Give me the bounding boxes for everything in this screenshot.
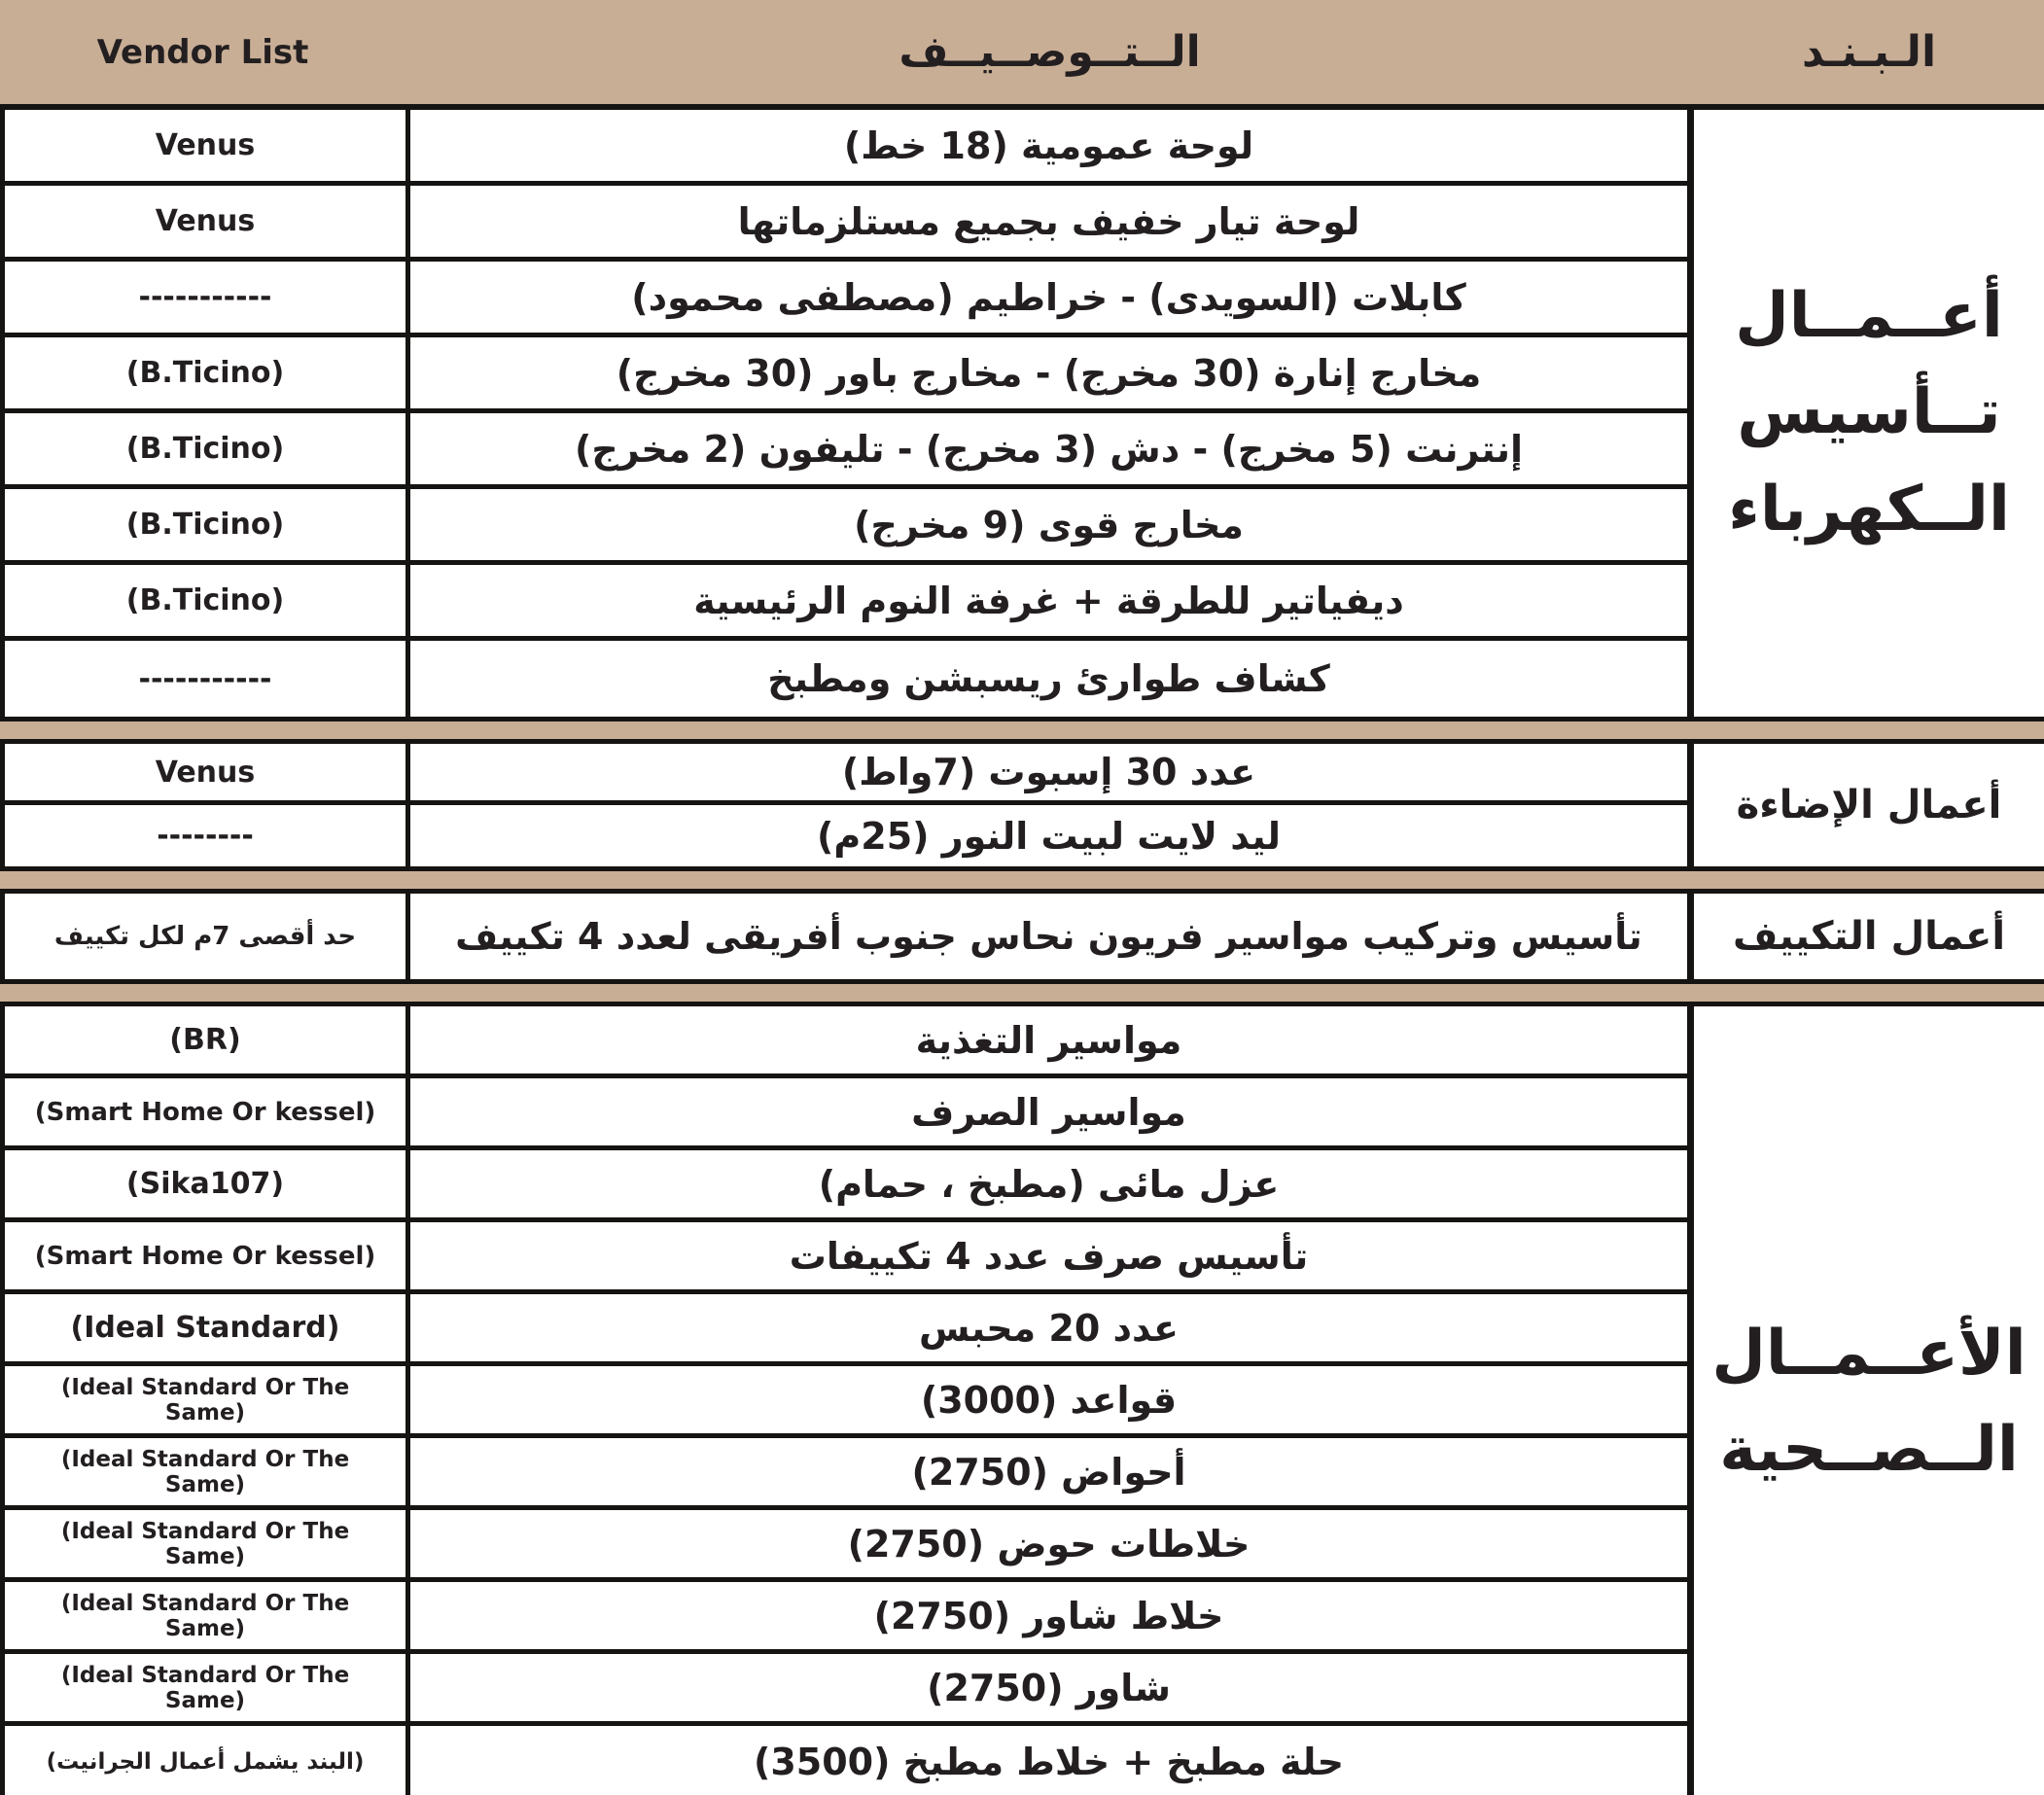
hvac-vendor-column [5,894,405,979]
description-cell: تأسيس وتركيب مواسير فريون نحاس جنوب أفريقى لعدد 4 تكييف [455,915,1642,958]
plumbing-description-column [405,1006,1694,1795]
section-hvac [0,894,2044,979]
vendor-cell: (Ideal Standard Or The Same) [5,1510,405,1582]
hvac-description-column [405,894,1694,979]
description-cell: تأسيس صرف عدد 4 تكييفات [410,1222,1687,1294]
description-cell: خلاط شاور (2750) [410,1582,1687,1654]
section-divider-band [0,979,2044,1006]
vendor-cell: ----------- [138,661,272,696]
vendor-cell: (البند يشمل أعمال الجرانيت) [46,1749,365,1775]
vendor-cell: (B.Ticino) [5,489,405,565]
section-label-hvac: أعمال التكييف [1732,914,2006,959]
vendor-cell: ----------- [5,262,405,337]
vendor-cell: (Ideal Standard Or The Same) [5,1654,405,1726]
electrical-description-column [405,110,1694,717]
vendor-cell: (Ideal Standard Or The Same) [5,1582,405,1654]
description-cell: عدد 20 محبس [410,1294,1687,1366]
description-cell: مواسير التغذية [410,1006,1687,1078]
section-label-plumbing: الأعــمــال الــصــحية [1711,1317,2026,1486]
vendor-cell: (B.Ticino) [5,337,405,413]
vendor-cell: Venus [5,186,405,262]
description-cell: لوحة عمومية (18 خط) [410,110,1687,186]
section-electrical [0,110,2044,717]
description-cell: مخارج قوى (9 مخرج) [410,489,1687,565]
description-cell: أحواض (2750) [410,1438,1687,1510]
description-cell: إنترنت (5 مخرج) - دش (3 مخرج) - تليفون (2 مخرج) [410,413,1687,489]
plumbing-vendor-column [5,1006,405,1795]
vendor-cell: (Sika107) [5,1150,405,1222]
vendor-cell: حد أقصى 7م لكل تكييف [53,922,357,951]
vendor-cell: Venus [5,110,405,186]
description-cell: خلاطات حوض (2750) [410,1510,1687,1582]
section-divider-band [0,866,2044,894]
description-cell: حلة مطبخ + خلاط مطبخ (3500) [753,1741,1345,1783]
vendor-cell: -------- [157,819,254,853]
description-cell: كشاف طوارئ ريسبشن ومطبخ [767,657,1330,700]
table-header-row [0,0,2044,110]
vendor-cell: (Ideal Standard Or The Same) [5,1366,405,1438]
vendor-cell: (Ideal Standard) [5,1294,405,1366]
electrical-vendor-column [5,110,405,717]
header-description-label: الــتــوصــيــف [899,27,1201,77]
description-cell: مواسير الصرف [410,1078,1687,1150]
header-vendor-list-label: Vendor List [96,32,309,72]
description-cell: عدد 30 إسبوت (7واط) [410,744,1687,805]
lighting-item-column [1694,744,2044,866]
section-plumbing [0,1006,2044,1795]
lighting-vendor-column [5,744,405,866]
hvac-item-column [1694,894,2044,979]
vendor-cell: (B.Ticino) [5,413,405,489]
section-lighting [0,744,2044,866]
vendor-cell: (Ideal Standard Or The Same) [5,1438,405,1510]
description-cell: ديفياتير للطرقة + غرفة النوم الرئيسية [410,565,1687,641]
vendor-cell: Venus [5,744,405,805]
lighting-description-column [405,744,1694,866]
section-label-electrical: أعــمــال تــأسيس الــكهرباء [1728,280,2010,546]
description-cell: قواعد (3000) [410,1366,1687,1438]
section-divider-band [0,717,2044,744]
vendor-cell: (BR) [5,1006,405,1078]
description-cell: لوحة تيار خفيف بجميع مستلزماتها [410,186,1687,262]
description-cell: مخارج إنارة (30 مخرج) - مخارج باور (30 مخرج) [410,337,1687,413]
electrical-item-column [1694,110,2044,717]
plumbing-item-column [1694,1006,2044,1795]
description-cell: كابلات (السويدى) - خراطيم (مصطفى محمود) [410,262,1687,337]
description-cell: ليد لايت لبيت النور (25م) [817,814,1281,858]
vendor-cell: (Smart Home Or kessel) [5,1222,405,1294]
description-cell: شاور (2750) [410,1654,1687,1726]
section-label-lighting: أعمال الإضاءة [1736,783,2002,827]
header-item-label: الـبـنـد [1801,27,1937,77]
description-cell: عزل مائى (مطبخ ، حمام) [410,1150,1687,1222]
vendor-cell: (Smart Home Or kessel) [5,1078,405,1150]
vendor-cell: (B.Ticino) [5,565,405,641]
